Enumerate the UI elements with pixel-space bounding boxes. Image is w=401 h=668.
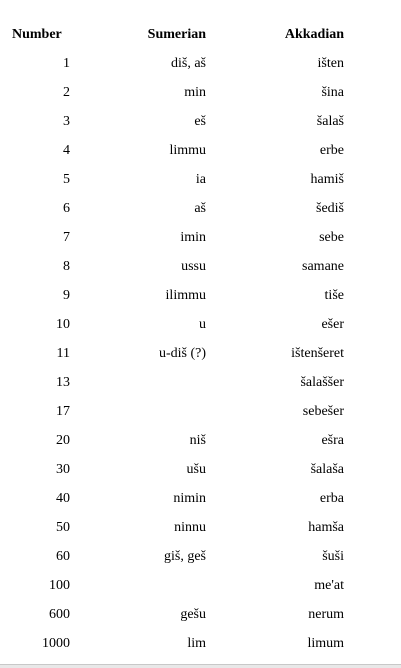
table-row (6, 455, 344, 484)
cell-sumerian: u (199, 317, 206, 332)
cell-akkadian: sebešer (302, 404, 344, 419)
table-row (6, 513, 344, 542)
header-row (6, 20, 344, 49)
cell-akkadian: šalaššer (300, 375, 344, 390)
cell-number: 2 (63, 85, 70, 100)
cell-number: 13 (56, 375, 70, 390)
cell-sumerian: lim (187, 636, 206, 651)
cell-number: 30 (56, 462, 70, 477)
cell-number: 50 (56, 520, 70, 535)
table-row (6, 368, 344, 397)
table-row (6, 78, 344, 107)
cell-number: 17 (56, 404, 70, 419)
table-row (6, 339, 344, 368)
cell-akkadian: ištenšeret (291, 346, 344, 361)
cell-sumerian (70, 571, 206, 600)
cell-number: 8 (63, 259, 70, 274)
cell-number: 60 (56, 549, 70, 564)
table-row (6, 571, 344, 600)
cell-number: 1000 (42, 636, 70, 651)
table-row (6, 426, 344, 455)
cell-sumerian: ilimmu (165, 288, 206, 303)
cell-number: 7 (63, 230, 70, 245)
table-row (6, 629, 344, 658)
cell-akkadian: me'at (314, 578, 344, 593)
table-row (6, 397, 344, 426)
cell-akkadian: ešer (321, 317, 344, 332)
cell-number: 6 (63, 201, 70, 216)
cell-akkadian: šina (321, 85, 344, 100)
cell-akkadian: išten (317, 56, 344, 71)
cell-number: 3 (63, 114, 70, 129)
cell-sumerian: ussu (181, 259, 206, 274)
cell-sumerian: ninnu (174, 520, 206, 535)
table-row (6, 107, 344, 136)
cell-akkadian: sebe (319, 230, 344, 245)
cell-sumerian: imin (180, 230, 206, 245)
cell-akkadian: erbe (319, 143, 344, 158)
cell-number: 11 (56, 346, 70, 361)
table-row (6, 600, 344, 629)
cell-number: 1 (63, 56, 70, 71)
cell-akkadian: ešra (321, 433, 344, 448)
table-row (6, 194, 344, 223)
cell-number: 40 (56, 491, 70, 506)
cell-akkadian: samane (302, 259, 344, 274)
table-row (6, 484, 344, 513)
cell-sumerian: ušu (186, 462, 206, 477)
header-number: Number (12, 27, 62, 42)
number-words-table (6, 20, 344, 658)
cell-sumerian: ia (195, 172, 206, 187)
table-row (6, 223, 344, 252)
cell-akkadian: nerum (308, 607, 344, 622)
cell-akkadian: šalaša (310, 462, 344, 477)
cell-akkadian: tiše (324, 288, 344, 303)
cell-number: 10 (56, 317, 70, 332)
header-akkadian: Akkadian (284, 27, 344, 42)
table-row (6, 281, 344, 310)
cell-sumerian (70, 368, 206, 397)
table-row (6, 165, 344, 194)
cell-sumerian: min (184, 85, 206, 100)
table-row (6, 310, 344, 339)
table-row (6, 542, 344, 571)
cell-sumerian: diš, aš (171, 56, 206, 71)
cell-number: 9 (63, 288, 70, 303)
cell-number: 100 (49, 578, 70, 593)
cell-sumerian (70, 397, 206, 426)
cell-akkadian: erba (319, 491, 344, 506)
cell-sumerian: niš (189, 433, 206, 448)
cell-akkadian: šalaš (316, 114, 344, 129)
cell-sumerian: nimin (173, 491, 206, 506)
cell-sumerian: aš (194, 201, 206, 216)
table-row (6, 252, 344, 281)
cell-akkadian: hamša (308, 520, 344, 535)
table-row (6, 136, 344, 165)
cell-number: 600 (49, 607, 70, 622)
header-sumerian: Sumerian (147, 27, 206, 42)
table-row (6, 49, 344, 78)
cell-akkadian: šediš (316, 201, 344, 216)
cell-sumerian: u-diš (?) (158, 346, 206, 361)
cell-akkadian: limum (307, 636, 344, 651)
cell-sumerian: limmu (169, 143, 206, 158)
cell-akkadian: hamiš (310, 172, 344, 187)
cell-number: 5 (63, 172, 70, 187)
cell-number: 20 (56, 433, 70, 448)
cell-akkadian: šuši (322, 549, 344, 564)
cell-sumerian: gešu (180, 607, 206, 622)
table-body (6, 49, 344, 658)
window-bottom-edge (0, 664, 401, 668)
cell-sumerian: giš, geš (164, 549, 206, 564)
cell-sumerian: eš (194, 114, 206, 129)
cell-number: 4 (63, 143, 70, 158)
